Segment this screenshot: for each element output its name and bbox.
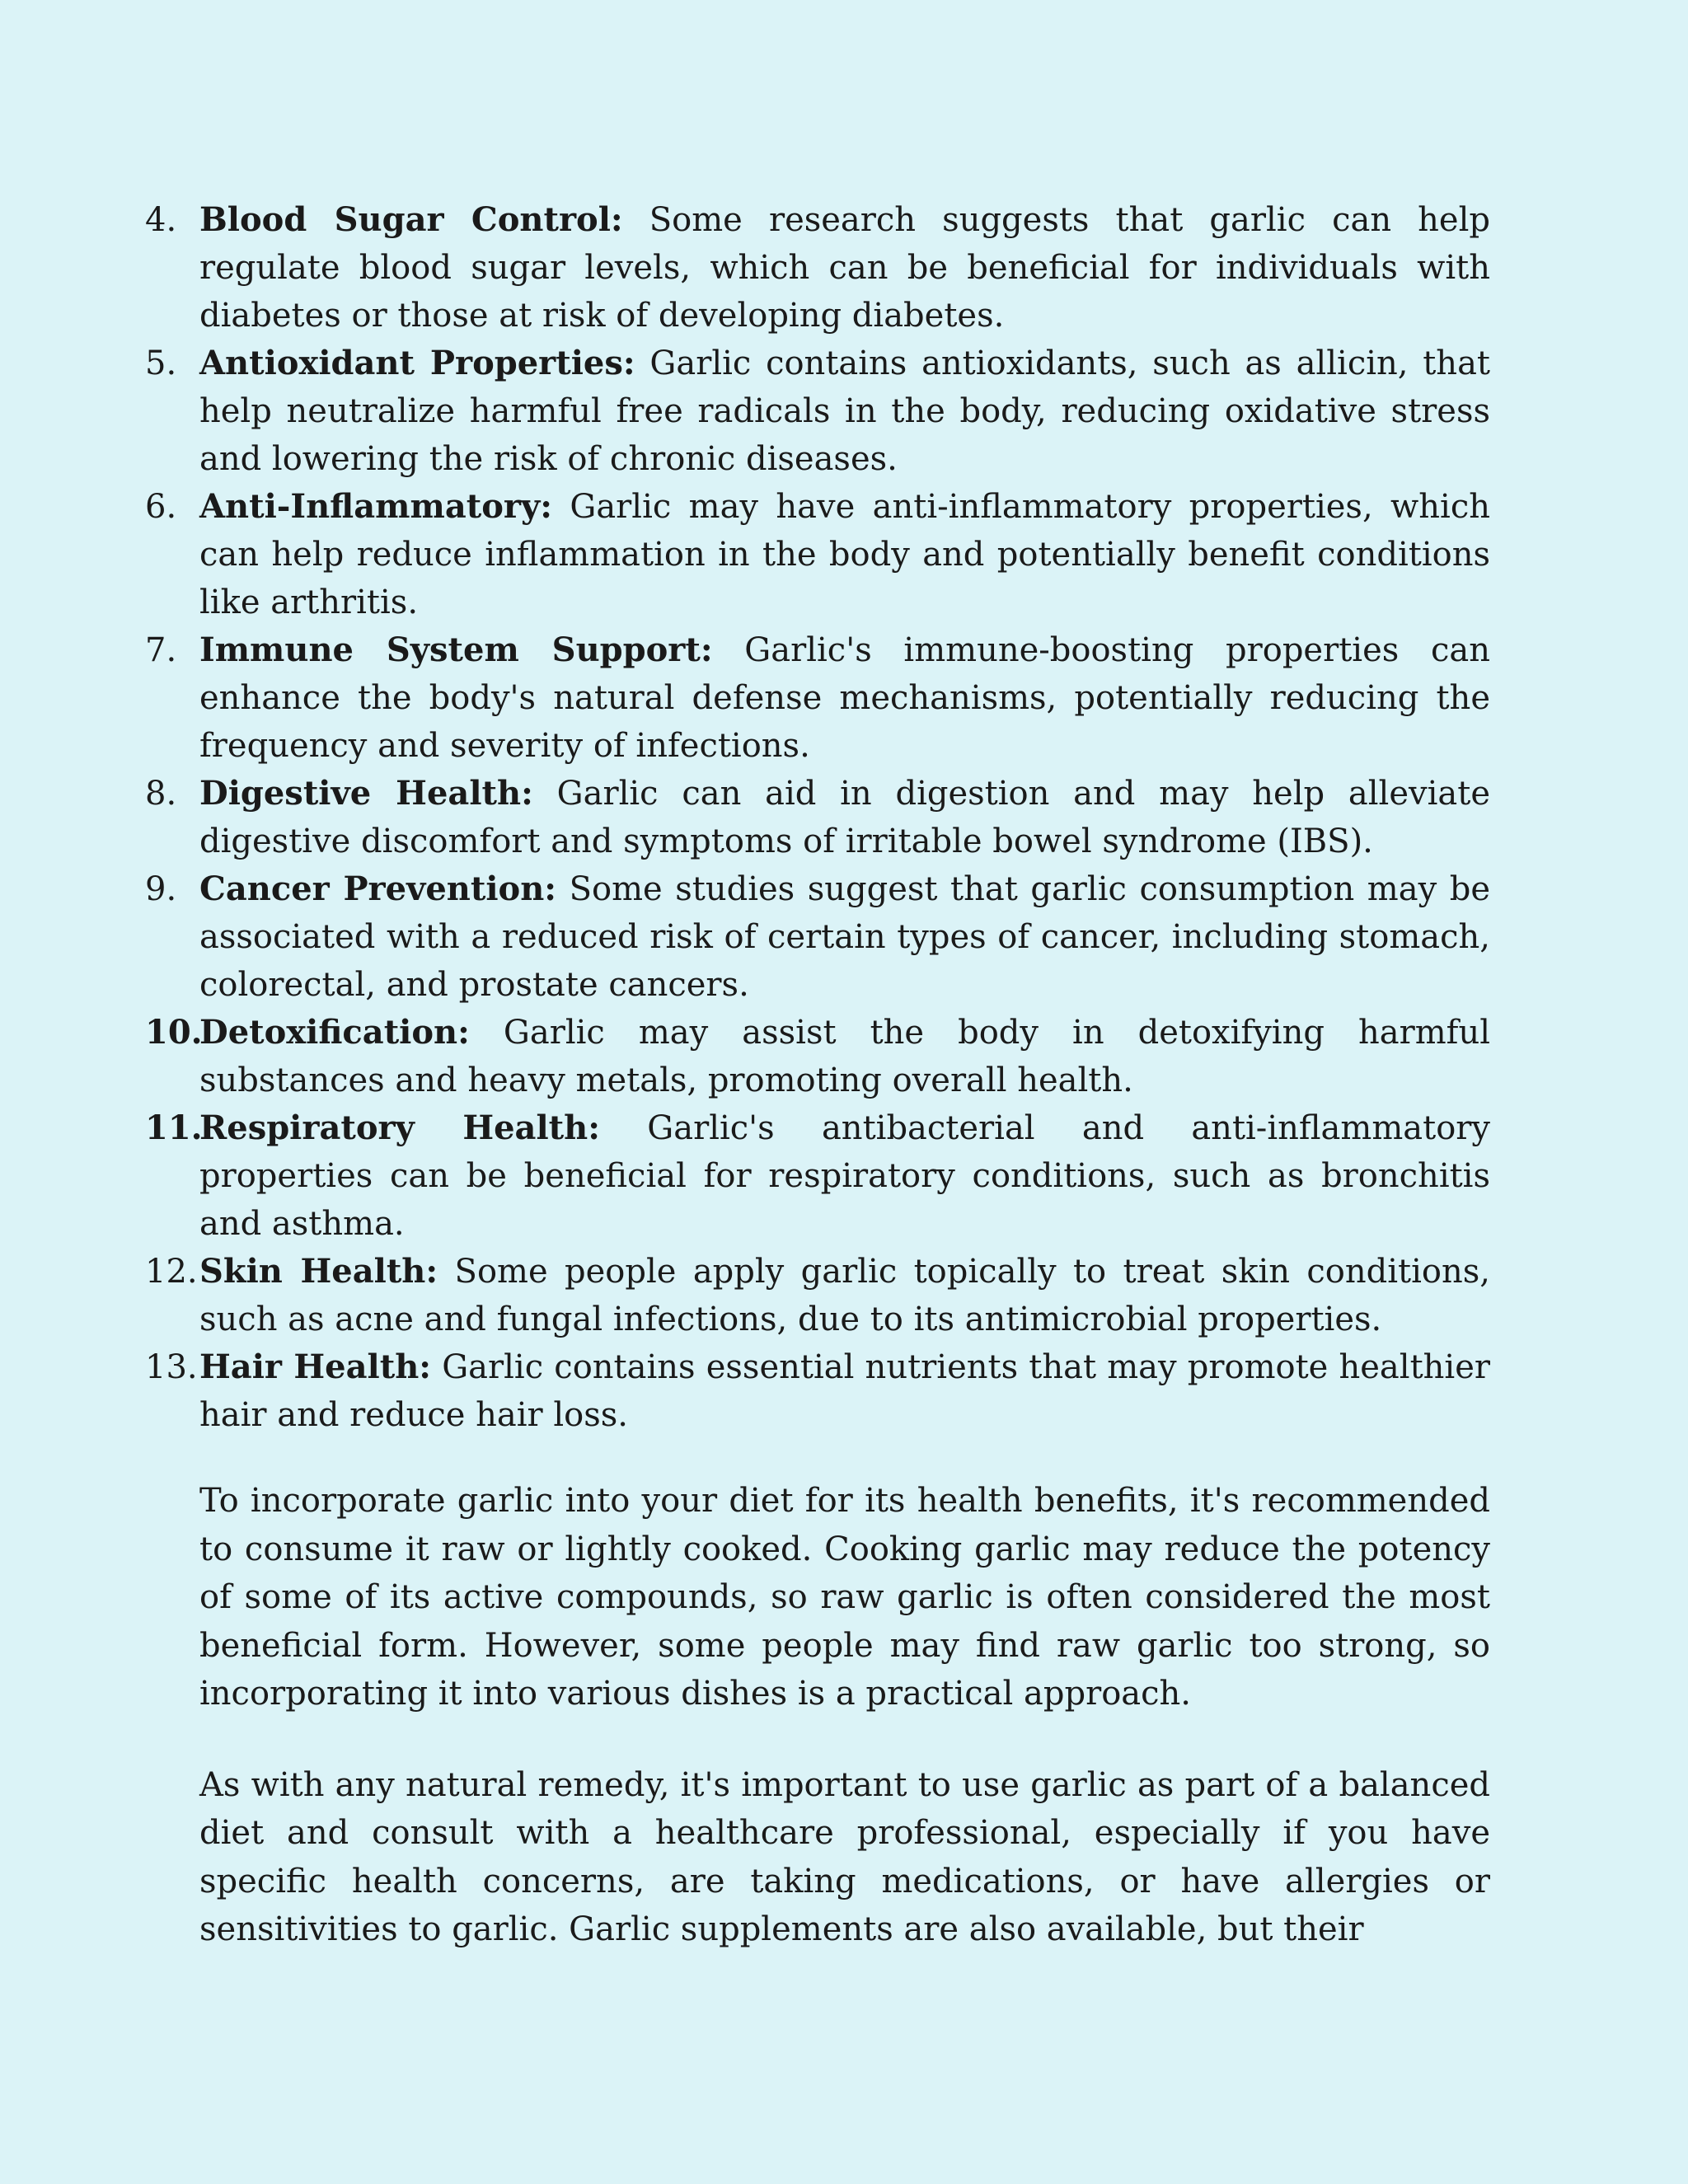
list-item [145, 196, 1490, 340]
list-term: Blood Sugar Control: [199, 200, 623, 239]
list-term: Respiratory Health: [199, 1108, 600, 1147]
list-item [145, 626, 1490, 770]
list-term: Cancer Prevention: [199, 869, 557, 908]
list-number: 5. [145, 344, 177, 382]
list-text: Garlic may assist the body in detoxifying harmful substances and heavy metals, promoting overall health. [199, 1014, 1491, 1099]
list-number: 12. [145, 1253, 198, 1291]
list-item [145, 483, 1490, 626]
list-number: 13. [145, 1348, 198, 1386]
list-item [145, 865, 1490, 1009]
list-term: Anti-Inflammatory: [199, 487, 552, 526]
list-text: Some people apply garlic topically to treat skin conditions, such as acne and fungal infections, due to its antimicrobial properties. [199, 1253, 1490, 1338]
list-item [145, 770, 1490, 865]
list-item [145, 1009, 1490, 1104]
list-number: 7. [145, 631, 177, 669]
list-number: 11. [145, 1108, 203, 1147]
list-term: Detoxification: [199, 1013, 470, 1052]
list-number: 8. [145, 775, 177, 813]
list-text: Garlic contains essential nutrients that may promote healthier hair and reduce hair loss. [199, 1348, 1490, 1434]
list-text: Garlic can aid in digestion and may help alleviate digestive discomfort and symptoms of irritable bowel syndrome (IBS). [199, 775, 1490, 860]
list-text: Garlic contains antioxidants, such as allicin, that help neutralize harmful free radicals in the body, reducing oxidative stress and lowering the risk of chronic diseases. [199, 344, 1490, 478]
benefits-list [145, 196, 1490, 1439]
list-number: 4. [145, 201, 177, 239]
document-body [145, 196, 1490, 1954]
list-item [145, 1248, 1490, 1343]
list-text: Some research suggests that garlic can help regulate blood sugar levels, which can be beneficial for individuals with diabetes or those at risk of developing diabetes. [199, 201, 1491, 335]
list-term: Digestive Health: [199, 774, 533, 813]
body-paragraph: To incorporate garlic into your diet for its health benefits, it's recommended to consume it raw or lightly cooked. Cooking garlic may reduce the potency of some of its active compounds, so raw garlic is often considered the most beneficial form. However, some people may find raw garlic too strong, so incorporating it into various dishes is a practical approach. [199, 1482, 1490, 1713]
list-item [145, 1104, 1490, 1248]
list-number: 6. [145, 488, 177, 526]
list-item [145, 340, 1490, 483]
list-term: Skin Health: [199, 1252, 438, 1291]
body-paragraph: As with any natural remedy, it's important to use garlic as part of a balanced diet and consult with a healthcare professional, especially if you have specific health concerns, are taking medications, or have allergies or sensitivities to garlic. Garlic supplements are also available, but their [199, 1765, 1490, 1948]
list-number: 10. [145, 1013, 203, 1052]
list-term: Hair Health: [199, 1347, 432, 1386]
list-text: Garlic may have anti-inflammatory properties, which can help reduce inflammation in the body and potentially benefit conditions like arthritis. [199, 488, 1490, 621]
list-term: Immune System Support: [199, 630, 713, 669]
list-text: Some studies suggest that garlic consumption may be associated with a reduced risk of certain types of cancer, including stomach, colorectal, and prostate cancers. [199, 870, 1490, 1004]
list-text: Garlic's immune-boosting properties can enhance the body's natural defense mechanisms, potentially reducing the frequency and severity of infections. [199, 631, 1490, 765]
list-term: Antioxidant Properties: [199, 344, 635, 382]
list-text: Garlic's antibacterial and anti-inflammatory properties can be beneficial for respiratory conditions, such as bronchitis and asthma. [199, 1109, 1490, 1243]
list-item [145, 1343, 1490, 1439]
list-number: 9. [145, 870, 177, 908]
